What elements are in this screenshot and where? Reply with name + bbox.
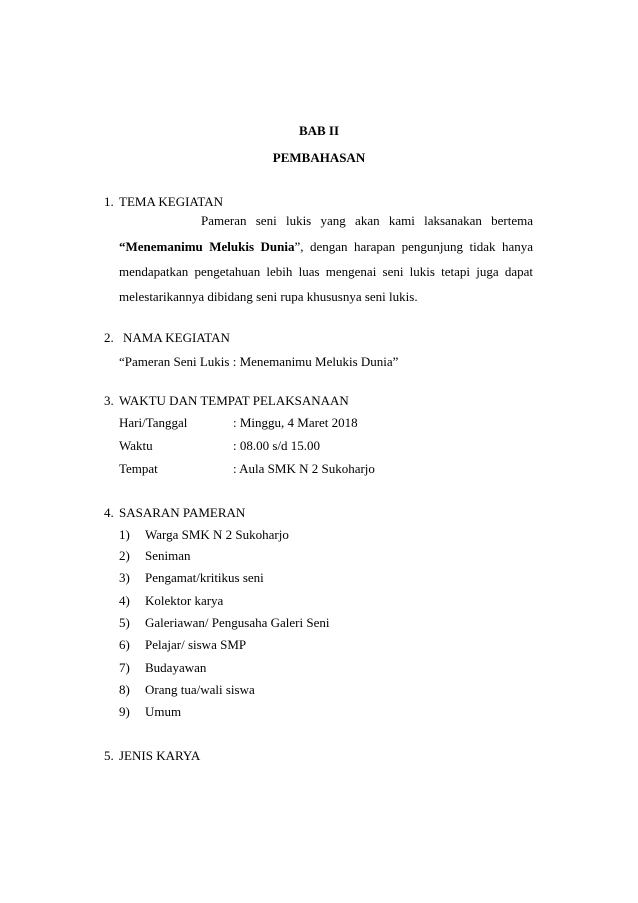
- event-name-text: “Pameran Seni Lukis : Menemanimu Melukis Dunia”: [119, 354, 399, 369]
- target-item-number: 4): [119, 593, 130, 608]
- section-1-heading: TEMA KEGIATAN: [119, 194, 224, 209]
- target-item-number: 7): [119, 660, 130, 675]
- section-1-para-line-2: [119, 240, 533, 253]
- target-item: Warga SMK N 2 Sukoharjo: [145, 527, 289, 542]
- section-1-para-line-3: mendapatkan pengetahuan lebih luas mengenai seni lukis tetapi juga dapat: [119, 264, 533, 279]
- section-2-number: 2.: [104, 330, 114, 345]
- target-item: Budayawan: [145, 660, 207, 675]
- target-item: Kolektor karya: [145, 593, 224, 608]
- section-1-para-line-1: Pameran seni lukis yang akan kami laksanakan bertema: [201, 213, 533, 228]
- theme-name-bold: “Menemanimu Melukis Dunia: [119, 239, 295, 254]
- date-label: Hari/Tanggal: [119, 415, 188, 430]
- section-1-para-line-4: melestarikannya dibidang seni rupa khususnya seni lukis.: [119, 289, 418, 304]
- section-1-number: 1.: [104, 194, 114, 209]
- target-item-number: 9): [119, 704, 130, 719]
- date-value: : Minggu, 4 Maret 2018: [233, 415, 358, 430]
- target-item-number: 1): [119, 527, 130, 542]
- place-label: Tempat: [119, 461, 158, 476]
- target-item-number: 8): [119, 682, 130, 697]
- page-title: PEMBAHASAN: [272, 150, 366, 165]
- target-item: Umum: [145, 704, 182, 719]
- target-item: Seniman: [145, 548, 191, 563]
- section-2-heading: NAMA KEGIATAN: [123, 330, 230, 345]
- section-4-number: 4.: [104, 505, 114, 520]
- time-label: Waktu: [119, 438, 153, 453]
- time-value: : 08.00 s/d 15.00: [233, 438, 321, 453]
- target-item: Pengamat/kritikus seni: [145, 570, 264, 585]
- target-item-number: 3): [119, 570, 130, 585]
- section-5-number: 5.: [104, 748, 114, 763]
- place-value: : Aula SMK N 2 Sukoharjo: [233, 461, 375, 476]
- section-5-heading: JENIS KARYA: [119, 748, 201, 763]
- chapter-label: BAB II: [298, 123, 340, 138]
- section-3-number: 3.: [104, 393, 114, 408]
- section-3-heading: WAKTU DAN TEMPAT PELAKSANAAN: [119, 393, 349, 408]
- section-4-heading: SASARAN PAMERAN: [119, 505, 246, 520]
- section-1-para-line-2-rest: ”, dengan harapan pengunjung tidak hanya: [294, 239, 533, 254]
- target-item-number: 5): [119, 615, 130, 630]
- target-item-number: 2): [119, 548, 130, 563]
- target-item: Galeriawan/ Pengusaha Galeri Seni: [145, 615, 330, 630]
- target-item-number: 6): [119, 637, 130, 652]
- target-item: Pelajar/ siswa SMP: [145, 637, 247, 652]
- target-item: Orang tua/wali siswa: [145, 682, 255, 697]
